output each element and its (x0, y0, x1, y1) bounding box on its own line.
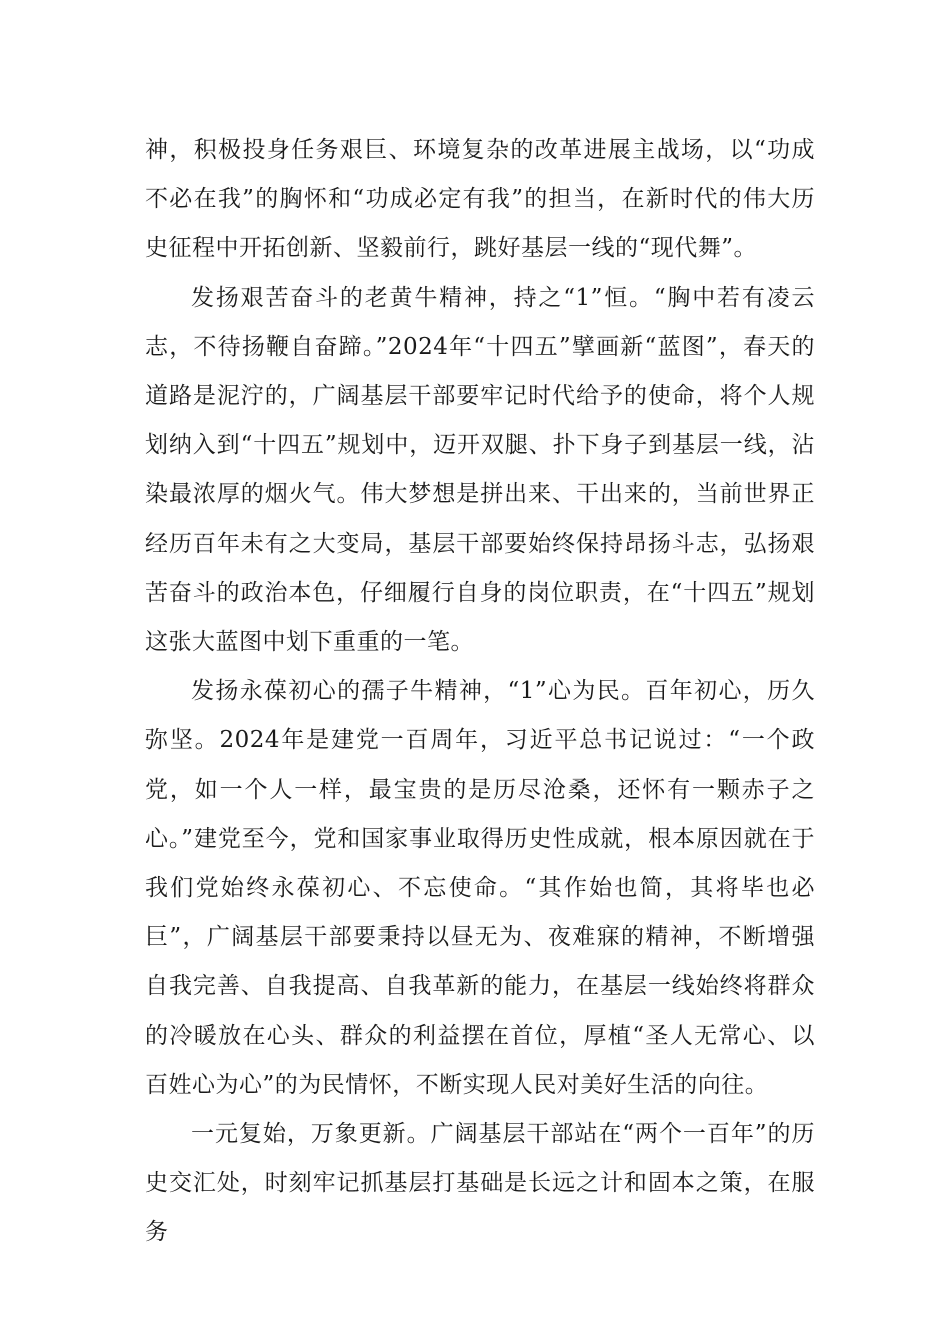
document-body (145, 126, 815, 1258)
paragraph-willing-ox-spirit: 发扬永葆初心的孺子牛精神，“1”心为民。百年初心，历久弥坚。2024年是建党一百周年，习近平总书记说过：“一个政党，如一个人一样，最宝贵的是历尽沧桑，还怀有一颗赤子之心。”建党至今，党和国家事业取得历史性成就，根本原因就在于我们党始终永葆初心、不忘使命。“其作始也简，其将毕也必巨”，广阔基层干部要秉持以昼无为、夜难寐的精神，不断增强自我完善、自我提高、自我革新的能力，在基层一线始终将群众的冷暖放在心头、群众的利益摆在首位，厚植“圣人无常心、以百姓心为心”的为民情怀，不断实现人民对美好生活的向往。 (145, 678, 815, 1098)
paragraph-continuation: 神，积极投身任务艰巨、环境复杂的改革进展主战场，以“功成不必在我”的胸怀和“功成必定有我”的担当，在新时代的伟大历史征程中开拓创新、坚毅前行，跳好基层一线的“现代舞”。 (145, 137, 815, 262)
paragraph-new-beginning: 一元复始，万象更新。广阔基层干部站在“两个一百年”的历史交汇处，时刻牢记抓基层打基础是长远之计和固本之策，在服务 (145, 1121, 815, 1246)
paragraph-old-ox-spirit: 发扬艰苦奋斗的老黄牛精神，持之“1”恒。“胸中若有凌云志，不待扬鞭自奋蹄。”2024年“十四五”擘画新“蓝图”，春天的道路是泥泞的，广阔基层干部要牢记时代给予的使命，将个人规划纳入到“十四五”规划中，迈开双腿、扑下身子到基层一线，沾染最浓厚的烟火气。伟大梦想是拼出来、干出来的，当前世界正经历百年未有之大变局，基层干部要始终保持昂扬斗志，弘扬艰苦奋斗的政治本色，仔细履行自身的岗位职责，在“十四五”规划这张大蓝图中划下重重的一笔。 (145, 284, 815, 656)
